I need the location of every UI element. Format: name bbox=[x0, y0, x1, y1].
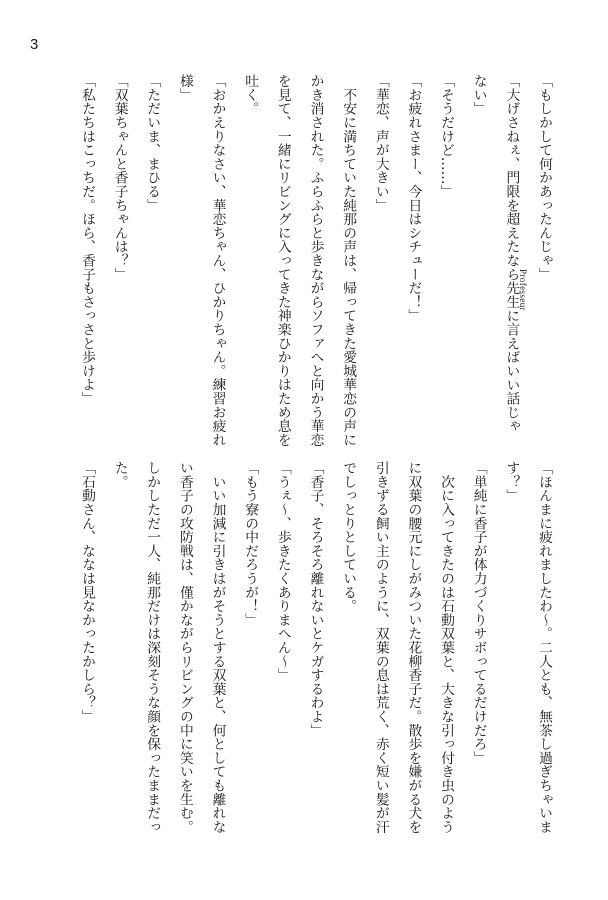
lower-line-5: に双葉の腰元にしがみついた花柳香子だ。散歩を嫌がる犬を bbox=[405, 461, 422, 834]
line-text-before-ruby: 「大げさねぇ、門限を超えたなら bbox=[503, 74, 520, 281]
lower-line-11: いい加減に引きはがそうとする双葉と、何としても離れな bbox=[209, 461, 226, 834]
upper-line-11: 「おかえりなさい、華恋ちゃん、ひかりちゃん。練習お疲れ bbox=[209, 74, 226, 447]
upper-line-14: 「双葉ちゃんと香子ちゃんは？」 bbox=[111, 74, 128, 281]
upper-line-3: ない」 bbox=[470, 74, 487, 116]
lower-line-14: た。 bbox=[111, 461, 128, 489]
upper-line-9: を見て、一緒にリビングに入ってきた神楽ひかりはため息を bbox=[274, 74, 291, 447]
upper-line-1: 「もしかして何かあったんじゃ」 bbox=[536, 74, 552, 281]
lower-line-8: 「香子、そろそろ離れないとケガするわよ」 bbox=[307, 461, 324, 737]
upper-line-13: 「ただいま、まひる」 bbox=[144, 74, 161, 212]
upper-line-5: 「お疲れさまー、今日はシチューだ！」 bbox=[405, 74, 422, 323]
lower-tier bbox=[0, 461, 608, 841]
lower-line-1: 「ほんまに疲れましたわ～。二人とも、無茶し過ぎちゃいま bbox=[536, 461, 552, 834]
upper-line-10: 吐く。 bbox=[242, 74, 259, 116]
lower-line-9: 「うぇ～、歩きたくありまへん～」 bbox=[274, 461, 291, 682]
ruby-base-text: 先生 bbox=[503, 281, 520, 309]
upper-line-8: かき消された。ふらふらと歩きながらソファへと向かう華恋 bbox=[307, 74, 324, 447]
upper-tier bbox=[0, 74, 608, 450]
upper-line-6: 「華恋、声が大きい」 bbox=[372, 74, 389, 212]
lower-line-4: 次に入ってきたのは石動双葉と、大きな引っ付き虫のよう bbox=[438, 461, 454, 834]
lower-line-10: 「もう寮の中だろうが！」 bbox=[242, 461, 259, 627]
page-number: 3 bbox=[30, 36, 39, 53]
lower-line-7: でしっとりとしている。 bbox=[340, 461, 357, 613]
lower-line-6: 引きずる飼い主のように、双葉の息は荒く、赤く短い髪が汗 bbox=[372, 461, 389, 834]
ruby-annotation: Professeur bbox=[518, 269, 528, 311]
upper-line-15: 「私たちはこっちだ。ほら、香子もさっさと歩けよ」 bbox=[79, 74, 95, 406]
lower-line-3: 「単純に香子が体力づくりサボってるだけだろ」 bbox=[470, 461, 487, 765]
line-text-after-ruby: に言えばいい話じゃ bbox=[503, 308, 520, 433]
upper-line-7: 不安に満ちていた純那の声は、帰ってきた愛城華恋の声に bbox=[340, 74, 357, 447]
lower-line-2: す？」 bbox=[503, 461, 520, 503]
upper-line-12: 様」 bbox=[176, 74, 193, 102]
lower-line-15: 「石動さん、ななは見なかったかしら？」 bbox=[79, 461, 95, 724]
upper-line-2 bbox=[501, 74, 521, 433]
lower-line-13: しかしただ一人、純那だけは深刻そうな顔を保ったままだっ bbox=[144, 461, 161, 834]
lower-line-12: い香子の攻防戦は、僅かながらリビングの中に笑いを生む。 bbox=[176, 461, 193, 834]
upper-line-4: 「そうだけど……」 bbox=[438, 74, 454, 199]
